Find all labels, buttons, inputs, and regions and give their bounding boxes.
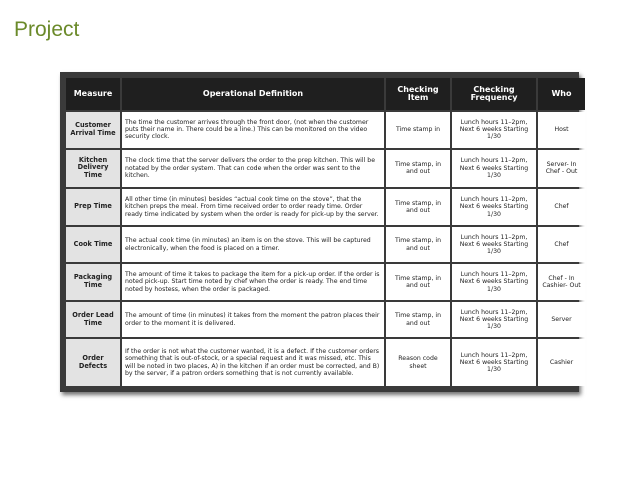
measure-cell: Customer Arrival Time [66,112,120,148]
table-header-row [66,78,585,110]
measure-cell: Prep Time [66,189,120,225]
measurement-plan-table-frame [60,72,579,392]
table-row [66,189,585,225]
header-checking-frequency: Checking Frequency [452,78,536,110]
table-row [66,339,585,386]
who-cell: Server [538,302,585,338]
table-row [66,264,585,300]
checking-frequency-cell: Lunch hours 11–2pm, Next 6 weeks Starting 1/30 [452,302,536,338]
checking-item-cell: Reason code sheet [386,339,450,386]
table-row [66,112,585,148]
table-row [66,302,585,338]
measure-cell: Order Defects [66,339,120,386]
measure-cell: Order Lead Time [66,302,120,338]
table-row [66,150,585,188]
checking-item-cell: Time stamp, in and out [386,189,450,225]
header-measure: Measure [66,78,120,110]
header-who: Who [538,78,585,110]
who-cell: Cashier [538,339,585,386]
definition-cell: If the order is not what the customer wanted, it is a defect. If the customer orders something that is out-of-stock, or a special request and it was missed, etc. This will be noted in two places, A) in the kitchen if an order must be corrected, and B) by the server, if a patron orders something that is not currently available. [122,339,384,386]
measure-cell: Cook Time [66,227,120,263]
who-cell: Host [538,112,585,148]
measurement-plan-table [64,76,587,388]
checking-frequency-cell: Lunch hours 11–2pm, Next 6 weeks Starting 1/30 [452,189,536,225]
definition-cell: The actual cook time (in minutes) an item is on the stove. This will be captured electronically, when the food is placed on a timer. [122,227,384,263]
table-row [66,227,585,263]
checking-item-cell: Time stamp, in and out [386,227,450,263]
who-cell: Chef - In Cashier- Out [538,264,585,300]
definition-cell: The time the customer arrives through the front door, (not when the customer puts their name in. There could be a line.) This can be monitored on the video security clock. [122,112,384,148]
definition-cell: All other time (in minutes) besides “actual cook time on the stove”, that the kitchen preps the meal. From time received order to order ready time. Order ready time indicated by system when the order is ready for pick-up by the server. [122,189,384,225]
checking-item-cell: Time stamp, in and out [386,150,450,188]
checking-frequency-cell: Lunch hours 11–2pm, Next 6 weeks Starting 1/30 [452,112,536,148]
definition-cell: The amount of time (in minutes) it takes from the moment the patron places their order to the moment it is delivered. [122,302,384,338]
checking-frequency-cell: Lunch hours 11–2pm, Next 6 weeks Starting 1/30 [452,150,536,188]
measure-cell: Kitchen Delivery Time [66,150,120,188]
definition-cell: The amount of time it takes to package the item for a pick-up order. If the order is noted pick-up. Start time noted by chef when the order is ready. The end time noted by hostess, when the order is packaged. [122,264,384,300]
checking-frequency-cell: Lunch hours 11–2pm, Next 6 weeks Starting 1/30 [452,227,536,263]
who-cell: Chef [538,189,585,225]
checking-frequency-cell: Lunch hours 11–2pm, Next 6 weeks Starting 1/30 [452,339,536,386]
checking-item-cell: Time stamp, in and out [386,302,450,338]
checking-item-cell: Time stamp in [386,112,450,148]
slide-title: Project [14,18,80,41]
checking-item-cell: Time stamp, in and out [386,264,450,300]
who-cell: Server- In Chef - Out [538,150,585,188]
definition-cell: The clock time that the server delivers the order to the prep kitchen. This will be notated by the order system. That can code when the order was sent to the kitchen. [122,150,384,188]
header-operational-definition: Operational Definition [122,78,384,110]
who-cell: Chef [538,227,585,263]
checking-frequency-cell: Lunch hours 11–2pm, Next 6 weeks Starting 1/30 [452,264,536,300]
measure-cell: Packaging Time [66,264,120,300]
header-checking-item: Checking Item [386,78,450,110]
